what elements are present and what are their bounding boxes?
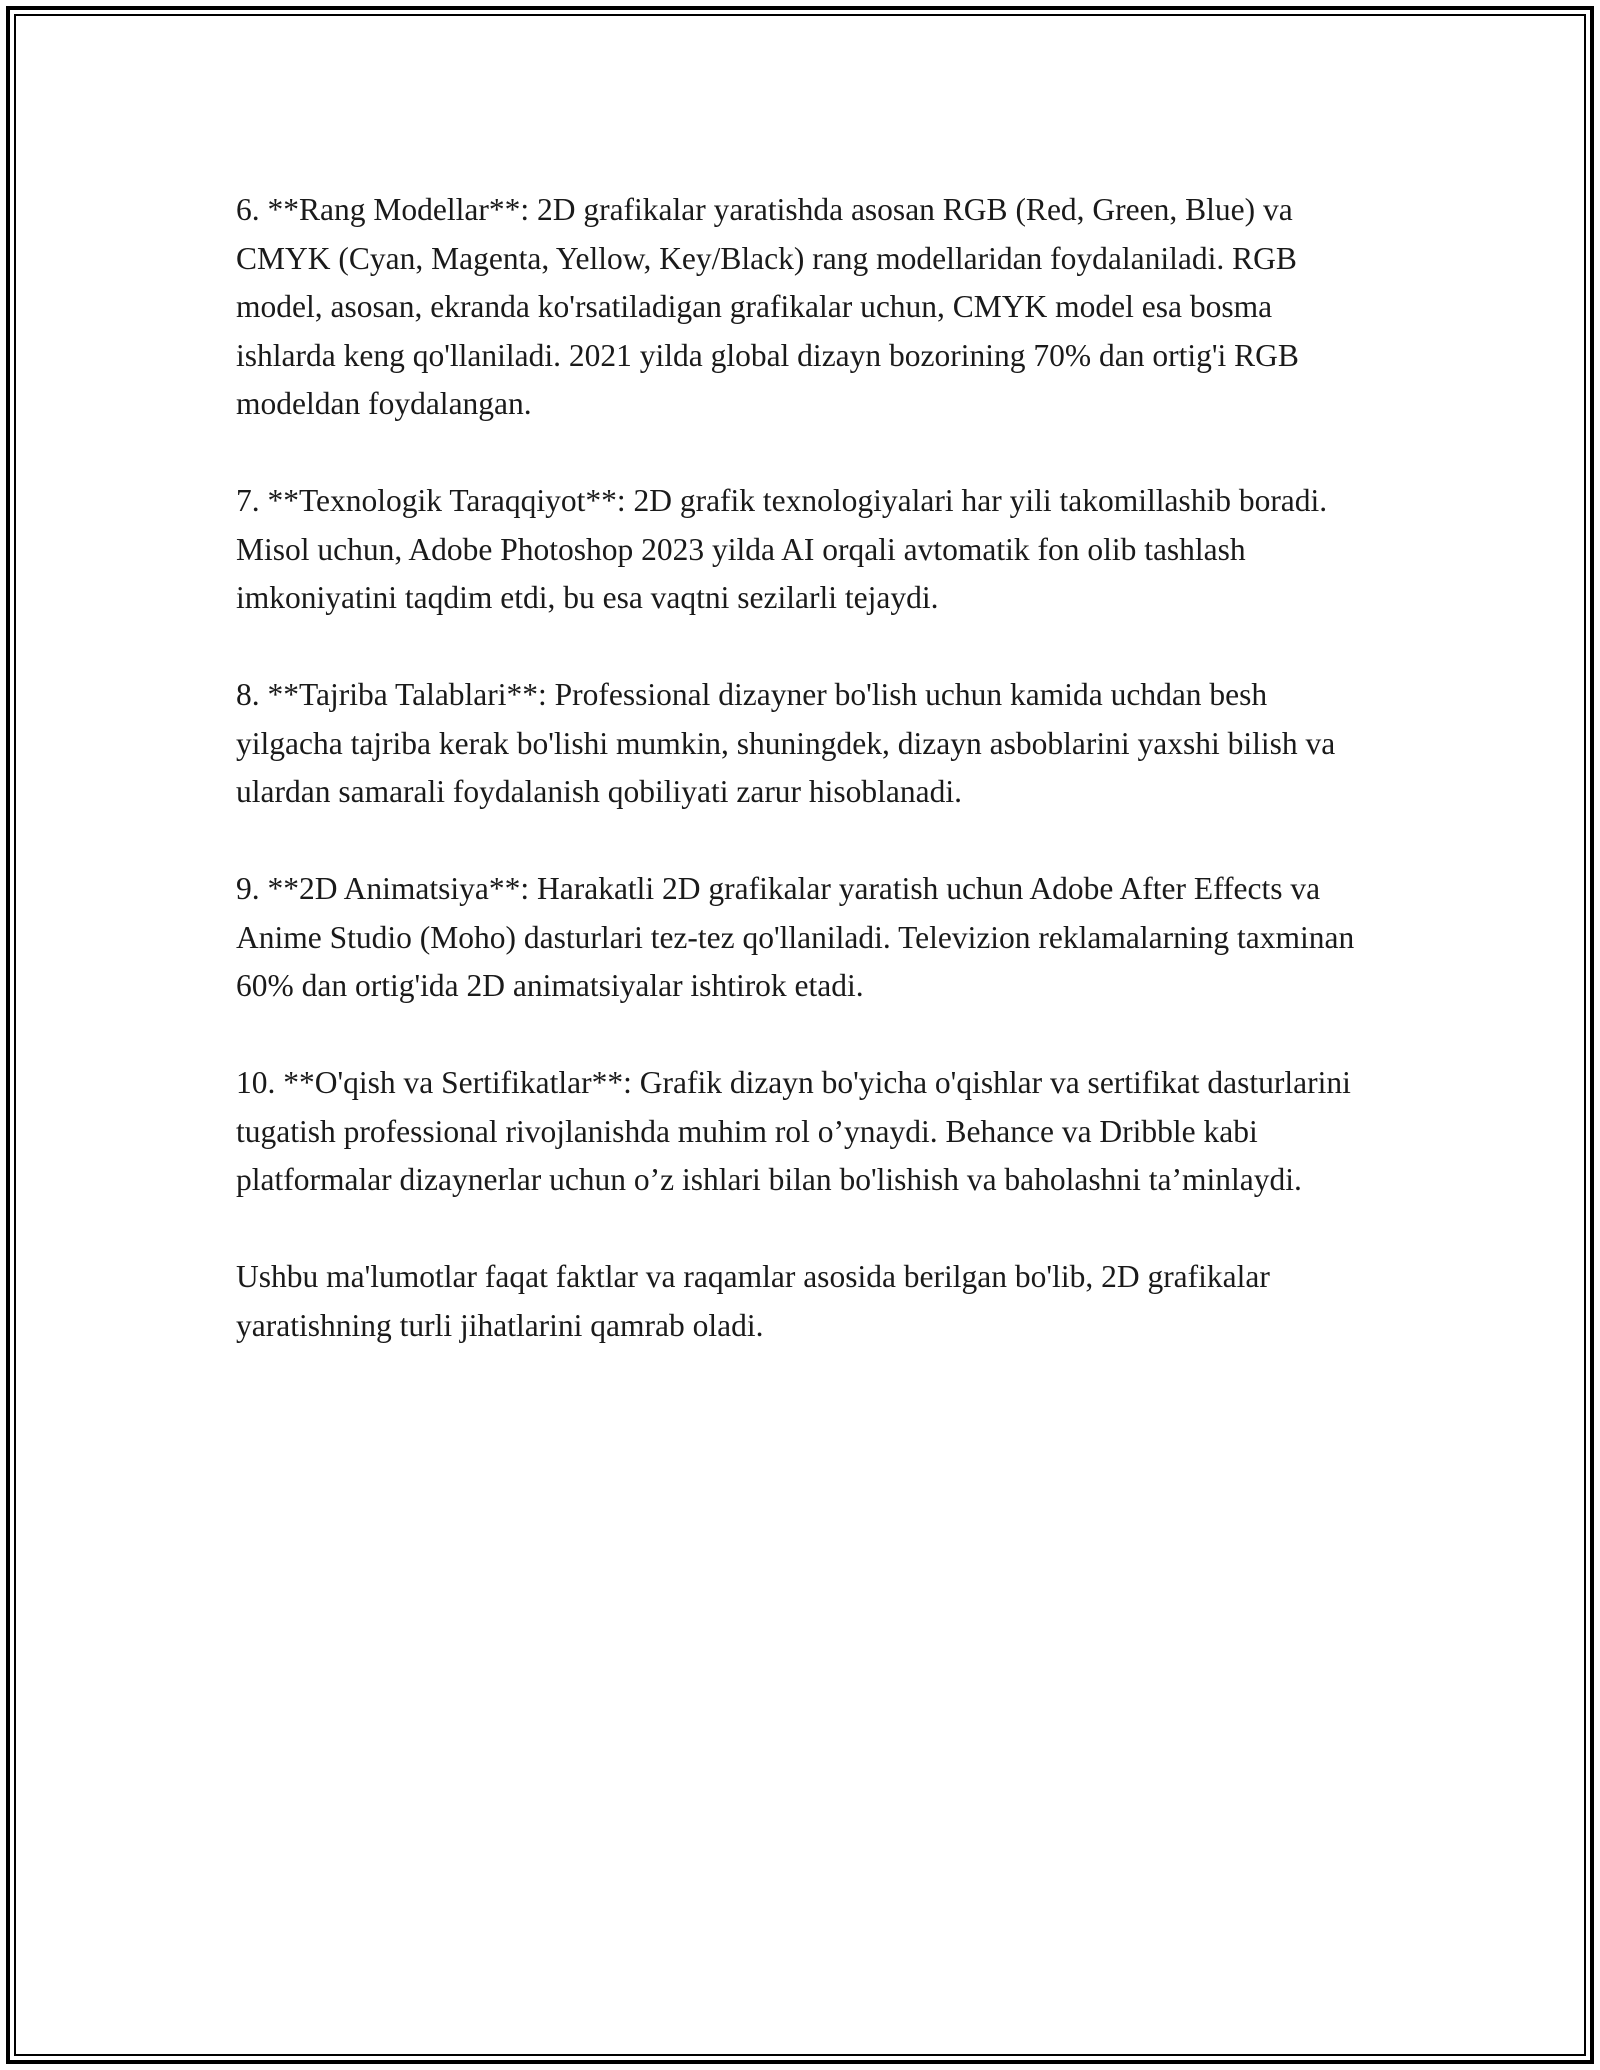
paragraph-oqish-sertifikatlar: 10. **O'qish va Sertifikatlar**: Grafik dizayn bo'yicha o'qishlar va sertifikat dasturlarini tugatish professional rivojlanishda muhim rol o’ynaydi. Behance va Dribble kabi platformalar dizaynerlar uchun o’z ishlari bilan bo'lishish va baholashni ta’minlaydi. [236, 1065, 1351, 1197]
paragraph-tajriba-talablari: 8. **Tajriba Talablari**: Professional dizayner bo'lish uchun kamida uchdan besh yilgacha tajriba kerak bo'lishi mumkin, shuningdek, dizayn asboblarini yaxshi bilish va ulardan samarali foydalanish qobiliyati zarur hisoblanadi. [236, 677, 1336, 809]
paragraph-texnologik-taraqqiyot: 7. **Texnologik Taraqqiyot**: 2D grafik texnologiyalari har yili takomillashib boradi. Misol uchun, Adobe Photoshop 2023 yilda AI orqali avtomatik fon olib tashlash imkoniyatini taqdim etdi, bu esa vaqtni sezilarli tejaydi. [236, 483, 1328, 615]
paragraph-conclusion: Ushbu ma'lumotlar faqat faktlar va raqamlar asosida berilgan bo'lib, 2D grafikalar yaratishning turli jihatlarini qamrab oladi. [236, 1259, 1270, 1343]
document-body [236, 186, 1376, 1399]
paragraph-rang-modellar: 6. **Rang Modellar**: 2D grafikalar yaratishda asosan RGB (Red, Green, Blue) va CMYK (Cyan, Magenta, Yellow, Key/Black) rang modellaridan foydalaniladi. RGB model, asosan, ekranda ko'rsatiladigan grafikalar uchun, CMYK model esa bosma ishlarda keng qo'llaniladi. 2021 yilda global dizayn bozorining 70% dan ortig'i RGB modeldan foydalangan. [236, 192, 1299, 421]
paragraph-2d-animatsiya: 9. **2D Animatsiya**: Harakatli 2D grafikalar yaratish uchun Adobe After Effects va Anime Studio (Moho) dasturlari tez-tez qo'llaniladi. Televizion reklamalarning taxminan 60% dan ortig'ida 2D animatsiyalar ishtirok etadi. [236, 871, 1355, 1003]
